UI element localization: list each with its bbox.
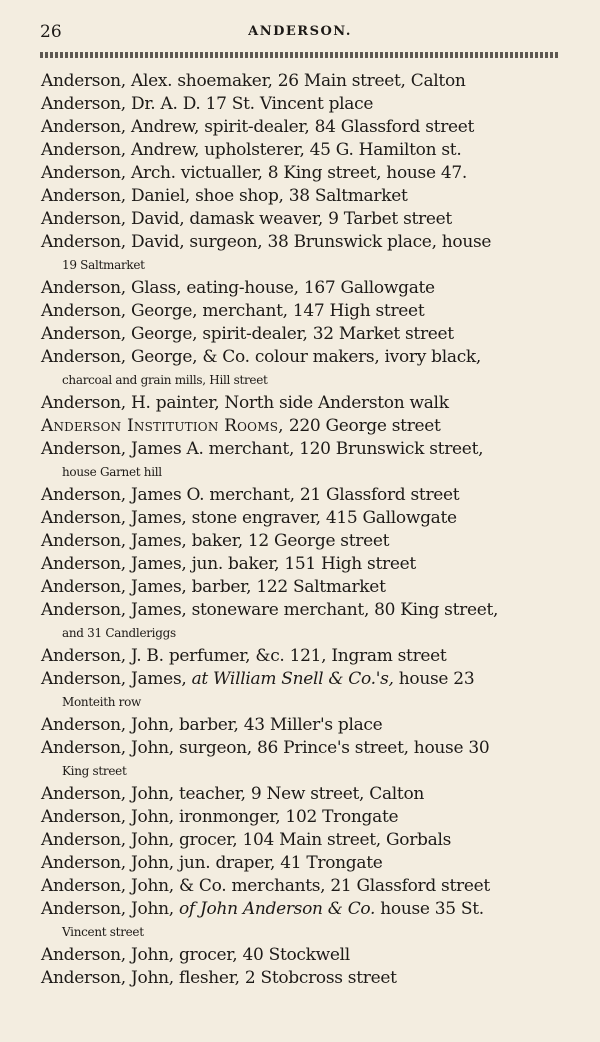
entry-line: Anderson, John, ironmonger, 102 Trongate <box>41 807 399 827</box>
entry-line: Anderson, James, stoneware merchant, 80 King street, <box>41 600 499 620</box>
entry-continuation: and 31 Candleriggs <box>62 626 176 640</box>
entry-line: Anderson, Andrew, spirit-dealer, 84 Glassford street <box>41 117 475 137</box>
page-header <box>40 22 560 44</box>
entry-line: Anderson, Andrew, upholsterer, 45 G. Hamilton st. <box>41 140 462 160</box>
entry-line: Anderson Institution Rooms, 220 George street <box>41 416 441 436</box>
entry-line: Anderson, John, barber, 43 Miller's place <box>41 715 383 735</box>
entry-line: Anderson, John, teacher, 9 New street, Calton <box>41 784 425 804</box>
entry-line: Anderson, Arch. victualler, 8 King street, house 47. <box>41 163 467 183</box>
entry-line: Anderson, John, & Co. merchants, 21 Glassford street <box>41 876 490 896</box>
page-number: 26 <box>40 22 62 42</box>
entry-line: Anderson, John, jun. draper, 41 Trongate <box>41 853 383 873</box>
entry-line: Anderson, John, grocer, 40 Stockwell <box>41 945 350 965</box>
entry-line: Anderson, David, surgeon, 38 Brunswick place, house <box>41 232 492 252</box>
entry-line: Anderson, James, jun. baker, 151 High street <box>41 554 416 574</box>
running-head: ANDERSON. <box>248 24 352 39</box>
entry-line: Anderson, Dr. A. D. 17 St. Vincent place <box>41 94 374 114</box>
entry-line: Anderson, George, & Co. colour makers, ivory black, <box>41 347 482 367</box>
entry-list <box>41 70 563 990</box>
entry-line: Anderson, John, surgeon, 86 Prince's street, house 30 <box>41 738 490 758</box>
entry-line: Anderson, John, flesher, 2 Stobcross street <box>41 968 397 988</box>
entry-line: Anderson, James, baker, 12 George street <box>41 531 390 551</box>
entry-line: Anderson, James, stone engraver, 415 Gallowgate <box>41 508 457 528</box>
entry-line: Anderson, George, merchant, 147 High street <box>41 301 425 321</box>
entry-line: Anderson, James O. merchant, 21 Glassford street <box>41 485 460 505</box>
entry-continuation: King street <box>62 764 127 778</box>
entry-line: Anderson, Daniel, shoe shop, 38 Saltmarket <box>41 186 408 206</box>
entry-continuation: charcoal and grain mills, Hill street <box>62 373 268 387</box>
entry-continuation: Vincent street <box>62 925 144 939</box>
entry-line: Anderson, James, at William Snell & Co.'s, house 23 <box>41 669 475 689</box>
entry-line: Anderson, David, damask weaver, 9 Tarbet street <box>41 209 452 229</box>
entry-continuation: house Garnet hill <box>62 465 162 479</box>
entry-line: Anderson, John, grocer, 104 Main street, Gorbals <box>41 830 452 850</box>
entry-line: Anderson, Glass, eating-house, 167 Gallowgate <box>41 278 435 298</box>
entry-line: Anderson, John, of John Anderson & Co. house 35 St. <box>41 899 484 919</box>
entry-continuation: 19 Saltmarket <box>62 258 145 272</box>
entry-continuation: Monteith row <box>62 695 141 709</box>
header-rule <box>40 52 560 58</box>
entry-line: Anderson, J. B. perfumer, &c. 121, Ingram street <box>41 646 447 666</box>
entry-line: Anderson, James, barber, 122 Saltmarket <box>41 577 386 597</box>
entry-line: Anderson, George, spirit-dealer, 32 Market street <box>41 324 454 344</box>
entry-line: Anderson, H. painter, North side Anderston walk <box>41 393 449 413</box>
entry-line: Anderson, Alex. shoemaker, 26 Main street, Calton <box>41 71 466 91</box>
entry-line: Anderson, James A. merchant, 120 Brunswick street, <box>41 439 484 459</box>
